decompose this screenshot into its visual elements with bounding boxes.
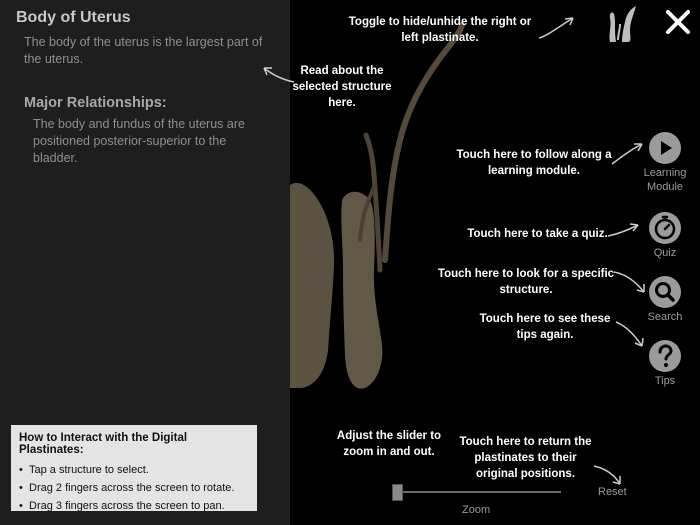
learning-module-button[interactable] bbox=[635, 132, 695, 194]
help-title: How to Interact with the Digital Plastinates: bbox=[19, 432, 188, 456]
help-list bbox=[19, 461, 249, 515]
tip-tips: Touch here to see these tips again. bbox=[479, 313, 611, 341]
tip-search: Touch here to look for a specific structure. bbox=[437, 268, 615, 296]
arrow-toggle-icon bbox=[535, 12, 585, 42]
structure-info-panel bbox=[0, 0, 290, 525]
plastinate-toggle-icon[interactable] bbox=[600, 4, 640, 44]
zoom-slider-handle[interactable] bbox=[392, 484, 403, 501]
tip-learning: Touch here to follow along a learning module. bbox=[456, 149, 612, 177]
learning-module-label: Learning Module bbox=[643, 167, 687, 193]
quiz-button[interactable] bbox=[635, 212, 695, 260]
quiz-label: Quiz bbox=[653, 247, 677, 259]
tip-toggle: Toggle to hide/unhide the right or left plastinate. bbox=[348, 16, 532, 44]
tips-button[interactable] bbox=[635, 340, 695, 388]
zoom-label: Zoom bbox=[462, 504, 491, 516]
tips-label: Tips bbox=[654, 375, 676, 387]
search-icon bbox=[649, 276, 681, 308]
help-item: • Tap a structure to select. bbox=[19, 461, 249, 479]
tip-quiz: Touch here to take a quiz. bbox=[467, 228, 608, 240]
fallopian-tube[interactable] bbox=[385, 25, 462, 260]
play-icon bbox=[649, 132, 681, 164]
help-item: • Drag 2 fingers across the screen to rotate. bbox=[19, 479, 249, 497]
arrow-reset-icon bbox=[590, 462, 626, 488]
tip-reset: Touch here to return the plastinates to their original positions. bbox=[459, 436, 592, 480]
reset-button[interactable]: Reset bbox=[598, 486, 627, 498]
search-button[interactable] bbox=[635, 276, 695, 324]
tip-slider: Adjust the slider to zoom in and out. bbox=[336, 430, 442, 458]
question-icon bbox=[649, 340, 681, 372]
stopwatch-icon bbox=[649, 212, 681, 244]
arrow-read-icon bbox=[258, 60, 298, 90]
search-label: Search bbox=[647, 311, 683, 323]
zoom-slider-track[interactable] bbox=[398, 491, 561, 493]
interaction-help-box bbox=[11, 425, 257, 511]
structure-title: Body of Uterus bbox=[16, 9, 131, 26]
relationships-heading: Major Relationships: bbox=[24, 95, 167, 111]
uterus-body-left[interactable] bbox=[290, 183, 334, 388]
close-icon[interactable] bbox=[664, 8, 692, 36]
plastinate-model[interactable] bbox=[290, 0, 490, 400]
structure-description: The body of the uterus is the largest part of the uterus. bbox=[24, 35, 263, 66]
help-item: • Drag 3 fingers across the screen to pan. bbox=[19, 497, 249, 515]
tip-read: Read about the selected structure here. bbox=[292, 65, 392, 109]
relationships-text: The body and fundus of the uterus are positioned posterior-superior to the bladder. bbox=[33, 117, 245, 165]
